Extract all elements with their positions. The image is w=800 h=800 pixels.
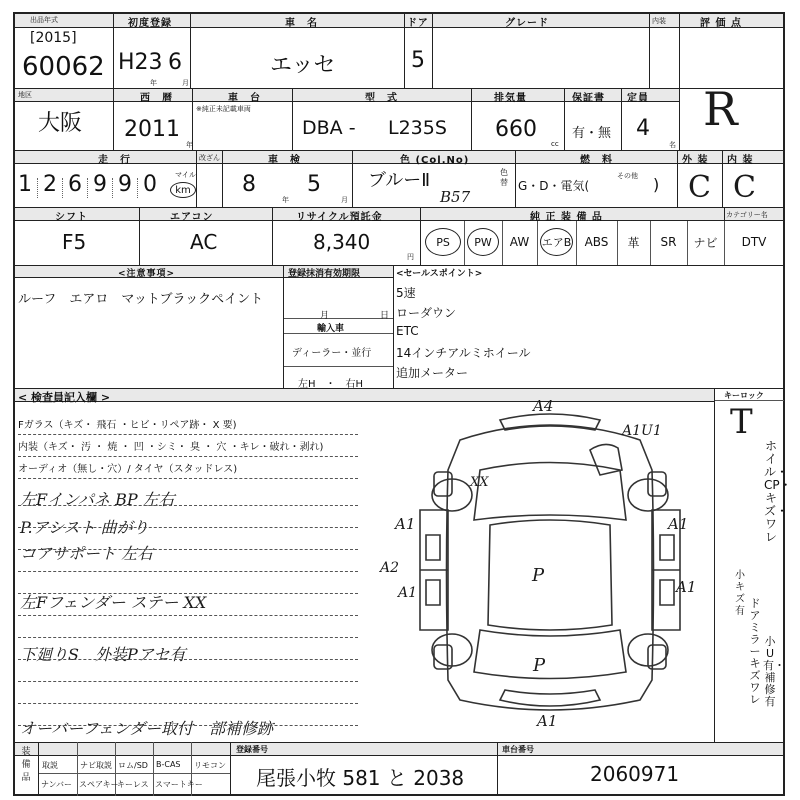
model-prefix: DBA - (302, 117, 356, 139)
car-diagram (390, 400, 710, 740)
label-rating: 評 価 点 (700, 18, 742, 29)
label-interior-top: 内装 (652, 17, 666, 25)
equipment-item: 革 (627, 235, 640, 250)
note-rule (18, 505, 358, 506)
equipment-divider (617, 221, 618, 265)
label-first-reg: 初度登録 (128, 18, 172, 29)
sales-point-item: 5速 (396, 286, 416, 300)
diagram-mark: A4 (533, 397, 554, 415)
bottom-item: B-CAS (156, 760, 181, 769)
diagram-mark: A2 (380, 560, 400, 576)
capacity-unit: 名 (669, 141, 676, 149)
note-rule (18, 681, 358, 682)
label-region: 地区 (18, 91, 32, 99)
label-reg-expiry: 登録抹消有効期限 (288, 269, 361, 279)
diagram-mark: A1 (395, 515, 416, 533)
label-frame-no: 車台番号 (502, 745, 534, 754)
first-reg-month: 6 (168, 50, 182, 75)
mileage-digit-divider (62, 178, 63, 198)
bottom-item: ナンバー (41, 780, 73, 789)
model-year-value: 2011 (124, 117, 180, 142)
inspector-line-rule (18, 456, 358, 457)
bottom-item: ロム/SD (118, 761, 148, 770)
mileage-digit: 0 (143, 172, 157, 197)
equipment-item-circled: PS (425, 228, 461, 256)
fuel-value: G・D・電気( (518, 179, 590, 193)
color-value: ブルーⅡ (368, 170, 431, 191)
aircon-value: AC (190, 230, 218, 254)
region-value: 大阪 (38, 111, 83, 136)
bottom-item: スマートキー (155, 780, 203, 789)
note-rule (18, 637, 358, 638)
diagram-mark: A1U1 (622, 423, 662, 439)
mileage-digit: 9 (118, 172, 132, 197)
color-change-label: 色替 (500, 168, 508, 187)
label-interior: 内 装 (727, 155, 754, 166)
frame-number: 2060971 (590, 762, 680, 786)
label-notes: <注意事項> (118, 269, 176, 279)
side-note-small-scratch: 小キズ有 (735, 570, 745, 617)
mileage-unit-km: km (170, 182, 196, 198)
sales-point-item: 追加メーター (396, 366, 469, 380)
bottom-item: ナビ取説 (80, 761, 112, 770)
equipment-item: DTV (741, 235, 767, 249)
notes-text: ルーフ エアロ マットブラックペイント (18, 292, 264, 307)
label-exterior: 外 装 (682, 155, 709, 166)
equipment-item-circled: PW (467, 228, 499, 256)
bottom-item: キーレス (117, 780, 149, 789)
handwritten-note: 左Fインパネ BP 左右 (20, 490, 175, 509)
rating-value: R (703, 82, 738, 136)
label-doors: ドア (407, 18, 429, 29)
model-value: L235S (388, 117, 447, 139)
lot-number: 60062 (22, 52, 105, 82)
inspection-month: 5 (307, 172, 321, 197)
diagram-mark: P (533, 655, 546, 676)
label-import: 輸入車 (317, 324, 345, 334)
equipment-divider (687, 221, 688, 265)
sales-point-item: ローダウン (396, 306, 457, 320)
chassis-note: ※純正未記載車両 (196, 105, 251, 113)
year-unit: 年 (150, 79, 157, 87)
note-rule (18, 571, 358, 572)
handwritten-note: P.アシスト 曲がり (20, 518, 149, 537)
month-unit: 月 (182, 79, 189, 87)
equipment-divider (537, 221, 538, 265)
inspector-line-rule (18, 478, 358, 479)
mileage-digit: 9 (93, 172, 107, 197)
displacement-value: 660 (495, 117, 537, 142)
car-name: エッセ (270, 53, 336, 78)
color-number: B57 (440, 188, 471, 206)
sales-point-item: 14インチアルミホイール (396, 346, 531, 360)
handle-side: 左H ・ 右H (298, 379, 364, 390)
equipment-item-circled: エアB (540, 228, 573, 256)
handwritten-note: コアサポート 左右 (20, 544, 154, 563)
equipment-divider (650, 221, 651, 265)
note-rule (18, 593, 358, 594)
inspection-month-unit: 月 (341, 196, 348, 204)
label-mileage: 走 行 (98, 155, 131, 166)
label-color: 色 (Col.No) (400, 155, 470, 166)
mileage-digit-divider (87, 178, 88, 198)
diagram-mark: A1 (668, 515, 689, 533)
model-year-unit: 年 (186, 141, 193, 149)
note-rule (18, 725, 358, 726)
label-options: 純 正 装 備 品 (530, 212, 603, 223)
label-inspector: < 検査員記入欄 > (18, 391, 111, 404)
mileage-digit: 1 (18, 172, 32, 197)
first-reg-era: H23 (118, 50, 163, 75)
year-tag: [2015] (30, 30, 77, 46)
handwritten-note: オーバーフェンダー取付 部補修跡 (20, 719, 273, 738)
label-warranty: 保証書 (572, 93, 605, 104)
label-model-year: 西 暦 (140, 93, 173, 104)
equipment-divider (464, 221, 465, 265)
note-rule (18, 659, 358, 660)
label-mileage-flag: 改ざん (199, 154, 220, 162)
registration-number: 尾張小牧 581 と 2038 (256, 766, 465, 790)
handwritten-note: 左Fフェンダー ステー XX (20, 593, 207, 612)
label-grade: グレード (505, 18, 549, 29)
label-chassis: 車 台 (228, 93, 261, 104)
fuel-close: ) (653, 175, 660, 194)
capacity-value: 4 (636, 116, 650, 141)
bottom-item: リモコン (194, 761, 226, 770)
reg-expiry-day: 日 (380, 311, 390, 321)
exterior-grade: C (688, 170, 711, 205)
label-fuel: 燃 料 (580, 155, 613, 166)
side-note-repair: 小U有・補修有 (763, 635, 785, 708)
doors-value: 5 (411, 48, 425, 73)
warranty-value: 有・無 (572, 126, 612, 141)
keylock-value: T (730, 402, 753, 442)
handwritten-note: 下廻りS 外装Pアセ有 (20, 645, 186, 664)
label-category: カテゴリー名 (726, 211, 768, 219)
equipment-divider (502, 221, 503, 265)
note-rule (18, 549, 358, 550)
bottom-item: スペアキー (79, 780, 119, 789)
note-rule (18, 615, 358, 616)
recycle-value: 8,340 (313, 230, 371, 254)
recycle-unit: 円 (407, 253, 414, 261)
sales-point-item: ETC (396, 324, 419, 338)
diagram-mark: A1 (398, 585, 418, 601)
label-sales: <セールスポイント> (396, 269, 483, 279)
label-inspection: 車 検 (268, 155, 301, 166)
fuel-other: その他 (617, 172, 638, 180)
interior-grade: C (733, 170, 756, 205)
cc-unit: cc (551, 140, 559, 148)
mileage-digit-divider (112, 178, 113, 198)
label-capacity: 定員 (627, 93, 649, 104)
label-model: 型 式 (365, 93, 398, 104)
mileage-digit-divider (137, 178, 138, 198)
mileage-unit-mile: マイル (175, 171, 196, 179)
label-reg-no: 登録番号 (236, 745, 268, 754)
diagram-mark: A1 (537, 712, 558, 730)
side-note-mirror: ドアミラーキズワレ (749, 597, 761, 706)
note-rule (18, 703, 358, 704)
equipment-item: SR (660, 235, 677, 249)
reg-expiry-month: 月 (320, 311, 330, 321)
inspection-year-unit: 年 (282, 196, 289, 204)
equipment-divider (576, 221, 577, 265)
mileage-digit-divider (37, 178, 38, 198)
label-displacement: 排気量 (494, 93, 527, 104)
equipment-item: AW (509, 235, 530, 249)
label-shift: シフト (55, 212, 88, 223)
label-aircon: エアコン (170, 212, 214, 223)
inspector-line: Fガラス（キズ・ 飛石 ・ヒビ・リペア跡・ X 要) (18, 420, 237, 431)
side-note-wheel: ホイル・CP・キズ・ワレ (764, 439, 792, 544)
inspection-year: 8 (242, 172, 256, 197)
diagram-mark: A1 (676, 578, 697, 596)
equipment-item: ナビ (693, 235, 718, 250)
import-type: ディーラー・並行 (292, 348, 372, 359)
mileage-digit: 6 (68, 172, 82, 197)
shift-value: F5 (62, 230, 87, 254)
diagram-mark: XX (470, 475, 489, 490)
label-recycle: リサイクル預託金 (296, 212, 383, 223)
bottom-left-label: 装備品 (21, 747, 31, 783)
label-year: 出品年式 (30, 16, 58, 24)
equipment-divider (724, 221, 725, 265)
inspector-line-rule (18, 434, 358, 435)
mileage-digit: 2 (43, 172, 57, 197)
diagram-mark: P (532, 565, 545, 586)
inspector-line: 内装（キズ・ 汚 ・ 焼 ・ 凹 ・シミ・ 臭 ・ 穴 ・キレ・破れ・剥れ) (18, 442, 324, 453)
bottom-item: 取説 (42, 761, 58, 770)
inspector-line: オーディオ（無し・穴）/ タイヤ（スタッドレス) (18, 464, 238, 475)
label-car-name: 車 名 (285, 18, 318, 29)
note-rule (18, 527, 358, 528)
equipment-item: ABS (584, 235, 609, 249)
label-keylock: キーロック (724, 391, 764, 400)
